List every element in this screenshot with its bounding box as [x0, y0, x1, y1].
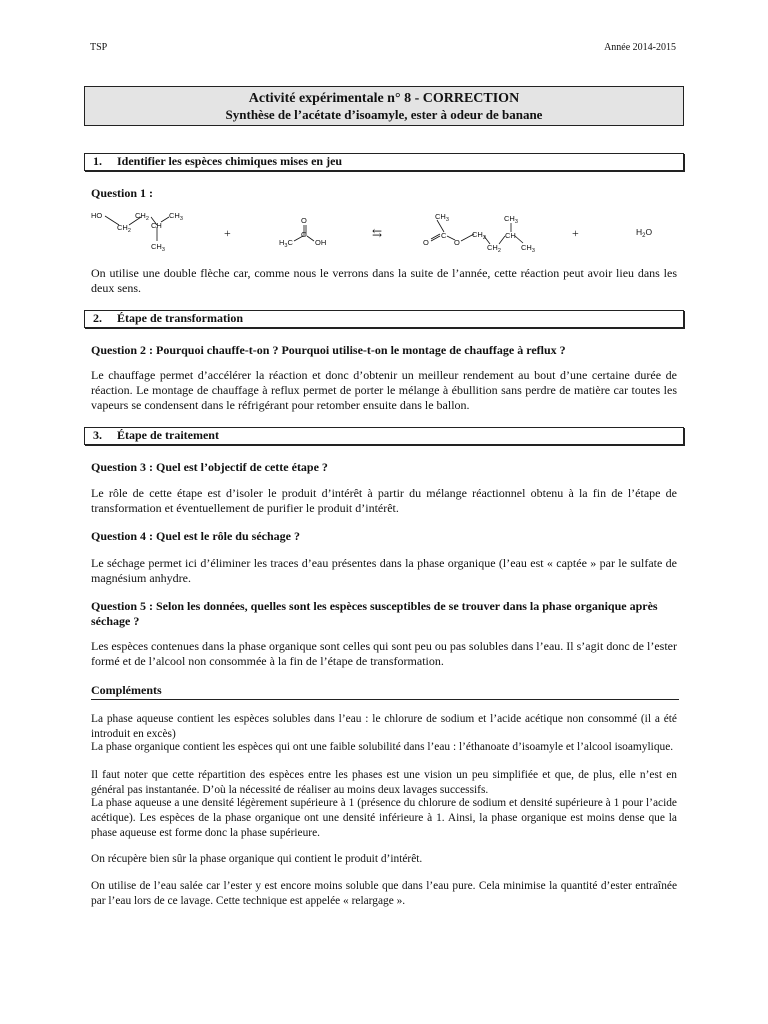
alcohol-ch2-b: $CH_2$: [135, 211, 149, 222]
complement-distribution: Il faut noter que cette répartition des espèces entre les phases est une vision un peu simplifiée et que, de plus, elle n’est en général pas instantanée. D’où la nécessité de réaliser au moins deux lavages successifs.: [91, 769, 677, 796]
acid-c: C: [301, 230, 307, 239]
plus-sign-1: +: [224, 226, 231, 240]
answer-5: Les espèces contenues dans la phase organique sont celles qui sont peu ou pas solubles dans l’eau. Il s’agit donc de l’ester formé et de l’alcool non consommée à la fin de l’étape de transformation.: [91, 639, 677, 668]
equilibrium-arrow: ⇆: [372, 226, 383, 240]
ester-c: C: [441, 231, 447, 240]
complement-organic-phase: La phase organique contient les espèces qui ont une faible solubilité dans l’eau : l’éthanoate d’isoamyle et l’alcool isoamylique.: [91, 741, 674, 753]
answer-4: Le séchage permet ici d’éliminer les traces d’eau présentes dans la phase organique (l’eau est « captée » par le sulfate de magnésium anhydre.: [91, 556, 677, 585]
paragraph-double-arrow: On utilise une double flèche car, comme nous le verrons dans la suite de l’année, cette réaction peut avoir lieu dans les deux sens.: [91, 266, 677, 295]
alcohol-ch2-a: $CH_2$: [117, 223, 131, 234]
complement-recovery: On récupère bien sûr la phase organique qui contient le produit d’intérêt.: [91, 853, 423, 865]
water-formula: $H_2O$: [636, 227, 653, 239]
ester-ch3-a: $CH_3$: [504, 214, 518, 225]
section-1-number: 1.: [93, 154, 102, 168]
alcohol-ch3-a: $CH_3$: [169, 211, 183, 222]
ester-o-single: O: [454, 238, 460, 247]
plus-sign-2: +: [572, 226, 579, 240]
section-1-heading: [84, 153, 684, 171]
title-line-1: Activité expérimentale n° 8 - CORRECTION: [248, 91, 520, 106]
ester-ch3-b: $CH_3$: [521, 243, 535, 254]
section-2-heading: [84, 310, 684, 328]
complement-density: La phase aqueuse a une densité légèrement supérieure à 1 (présence du chlorure de sodium et densité supérieure à 1 pour l’acide acétique). Les espèces de la phase organique ont une densité inférieure à 1. Ainsi, la phase organique est moins dense que la phase aqueuse est forme donc la phase supérieure.: [91, 797, 677, 839]
ester-ch3-top: $CH_3$: [435, 212, 449, 223]
alcohol-ho: HO: [91, 211, 103, 220]
answer-3: Le rôle de cette étape est d’isoler le produit d’intérêt à partir du mélange réactionnel obtenu à la fin de l’étape de transformation et éventuellement de purifier le produit d’intérêt.: [91, 486, 677, 515]
acid-o: O: [301, 216, 307, 225]
section-3-title: Étape de traitement: [117, 428, 219, 442]
header-left: TSP: [90, 42, 108, 53]
section-2-number: 2.: [93, 311, 102, 325]
question-5: Question 5 : Selon les données, quelles sont les espèces susceptibles de se trouver dans la phase organique après séchage ?: [91, 599, 658, 628]
acid-oh: OH: [315, 238, 327, 247]
question-2: Question 2 : Pourquoi chauffe-t-on ? Pourquoi utilise-t-on le montage de chauffage à reflux ?: [91, 343, 566, 357]
complements-title: Compléments: [91, 683, 162, 697]
ester-ch2-b: $CH_2$: [487, 243, 501, 254]
complements-divider: [91, 699, 679, 700]
reaction-scheme: [85, 205, 685, 255]
question-4: Question 4 : Quel est le rôle du séchage ?: [91, 529, 300, 543]
title-box: [84, 86, 684, 126]
section-3-heading: [84, 427, 684, 445]
alcohol-ch3-b: $CH_3$: [151, 242, 165, 253]
question-3: Question 3 : Quel est l’objectif de cette étape ?: [91, 460, 328, 474]
answer-2: Le chauffage permet d’accélérer la réaction et donc d’obtenir un meilleur rendement au bout d’une certaine durée de réaction. Le montage de chauffage à reflux permet de porter le mélange à ébullition sans perdre de matière car toutes les vapeurs se condensent dans le réfrigérant pour retomber ensuite dans le ballon.: [91, 368, 677, 412]
alcohol-ch: CH: [151, 221, 162, 230]
section-1-title: Identifier les espèces chimiques mises en jeu: [117, 154, 343, 168]
question-1-label: Question 1 :: [91, 186, 154, 200]
acid-h3c: $H_3C$: [279, 238, 293, 249]
section-2-title: Étape de transformation: [117, 311, 243, 325]
complement-salting-out: On utilise de l’eau salée car l’ester y est encore moins soluble que dans l’eau pure. Cela minimise la quantité d’ester entraînée par l’eau lors de ce lavage. Cette technique est appelée « relargage ».: [91, 880, 677, 907]
section-3-number: 3.: [93, 428, 102, 442]
ester-ch2-a: $CH_2$: [472, 230, 486, 241]
ester-ch: CH: [505, 231, 516, 240]
header-right: Année 2014-2015: [604, 42, 676, 53]
ester-o-double: O: [423, 238, 429, 247]
complement-aqueous-phase: La phase aqueuse contient les espèces solubles dans l’eau : le chlorure de sodium et l’acide acétique non consommé (il a été introduit en excès): [91, 713, 677, 740]
title-line-2: Synthèse de l’acétate d’isoamyle, ester à odeur de banane: [225, 107, 543, 122]
